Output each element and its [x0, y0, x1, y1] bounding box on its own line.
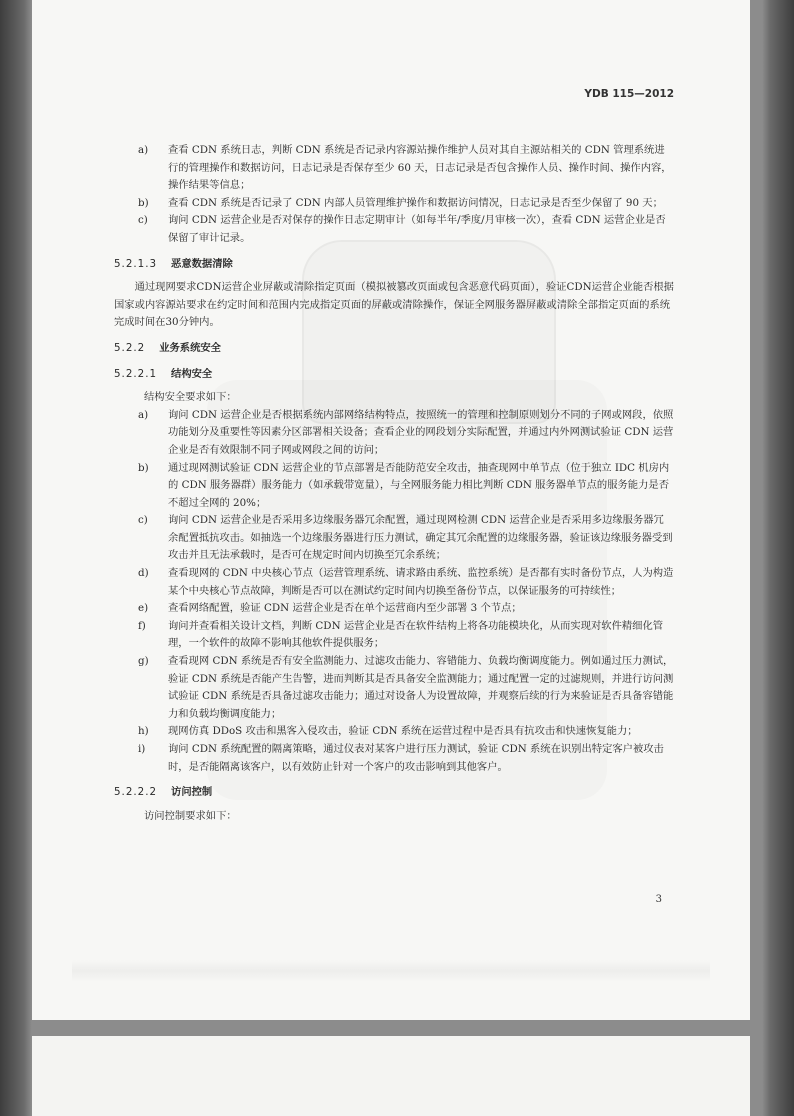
list-5221 [114, 407, 674, 776]
scan-fold-shade [72, 960, 710, 982]
document-body [114, 142, 674, 825]
standard-code: YDB 115—2012 [584, 88, 674, 100]
list-item: a) 询问 CDN 运营企业是否根据系统内部网络结构特点，按照统一的管理和控制原则划分不同的子网或网段，依照功能划分及重要性等因素分区部署相关设备；查看企业的网段划分实际配置，并通过内外网测试验证 CDN 运营企业是否有效限制不同子网或网段之间的访问； [138, 408, 674, 456]
list-item: c) 询问 CDN 运营企业是否采用多边缘服务器冗余配置，通过现网检测 CDN 运营企业是否采用多边缘服务器冗余配置抵抗攻击。如抽选一个边缘服务器进行压力测试，确定其冗余配置的边缘服务器，验证该边缘服务器受到攻击并且无法承载时，是否可在规定时间内切换至冗余系统； [138, 514, 673, 562]
list-item: d) 查看现网的 CDN 中央核心节点（运营管理系统、请求路由系统、监控系统）是否都有实时备份节点，人为构造某个中央核心节点故障，判断是否可以在测试约定时间内切换至备份节点，以保证服务的可持续性； [138, 567, 674, 597]
list-item: i) 询问 CDN 系统配置的隔离策略，通过仪表对某客户进行压力测试，验证 CDN 系统在识别出特定客户被攻击时，是否能隔离该客户，以有效防止针对一个客户的攻击影响到其他客户。 [138, 743, 664, 773]
next-page [32, 1036, 750, 1116]
list-item: e) 查看网络配置，验证 CDN 运营企业是否在单个运营商内至少部署 3 个节点； [138, 602, 522, 615]
list-item: c) 询问 CDN 运营企业是否对保存的操作日志定期审计（如每半年/季度/月审核一次），查看 CDN 运营企业是否保留了审计记录。 [138, 214, 666, 244]
page-number: 3 [655, 894, 662, 905]
section-heading-522: 5.2.2 业务系统安全 [114, 341, 221, 354]
list-item: b) 查看 CDN 系统是否记录了 CDN 内部人员管理维护操作和数据访问情况，日志记录是否至少保留了 90 天； [138, 196, 663, 209]
paragraph-5213: 通过现网要求CDN运营企业屏蔽或清除指定页面（模拟被篡改页面或包含恶意代码页面），验证CDN运营企业能否根据国家或内容源站要求在约定时间和范围内完成指定页面的屏蔽或清除操作，保证全网服务器屏蔽或清除全部指定页面的系统完成时间在30分钟内。 [114, 281, 674, 329]
list-item: b) 通过现网测试验证 CDN 运营企业的节点部署是否能防范安全攻击，抽查现网中单节点（位于独立 IDC 机房内的 CDN 服务器群）服务能力（如承载带宽量），与全网服务能力相比判断 CDN 服务器单节点的服务能力是否不超过全网的 20%； [138, 461, 670, 509]
list-item: g) 查看现网 CDN 系统是否有安全监测能力、过滤攻击能力、容错能力、负载均衡调度能力。例如通过压力测试，验证 CDN 系统是否能产生告警，进而判断其是否具备安全监测能力；通过配置一定的过滤规则，并进行访问测试验证 CDN 系统是否具备过滤攻击能力；通过对设备人为设置故障，并观察后续的行为来验证是否具备容错能力和负载均衡调度能力； [138, 655, 674, 720]
intro-5222: 访问控制要求如下： [144, 809, 237, 822]
list-item: a) 查看 CDN 系统日志，判断 CDN 系统是否记录内容源站操作维护人员对其自主源站相关的 CDN 管理系统进行的管理操作和数据访问，日志记录是否保存至少 60 天，日志记录是否包含操作人员、操作时间、操作内容，操作结果等信息； [138, 144, 672, 192]
list-item: h) 现网仿真 DDoS 攻击和黑客入侵攻击，验证 CDN 系统在运营过程中是否具有抗攻击和快速恢复能力； [138, 725, 638, 738]
list-item: f) 询问并查看相关设计文档，判断 CDN 运营企业是否在软件结构上将各功能模块化，从而实现对软件精细化管理，一个软件的故障不影响其他软件提供服务； [138, 619, 664, 650]
list-top [114, 142, 674, 248]
section-heading-5222: 5.2.2.2 访问控制 [114, 786, 213, 799]
intro-5221: 结构安全要求如下： [144, 391, 237, 404]
section-heading-5221: 5.2.2.1 结构安全 [114, 367, 213, 380]
section-heading-5213: 5.2.1.3 恶意数据清除 [114, 257, 233, 270]
